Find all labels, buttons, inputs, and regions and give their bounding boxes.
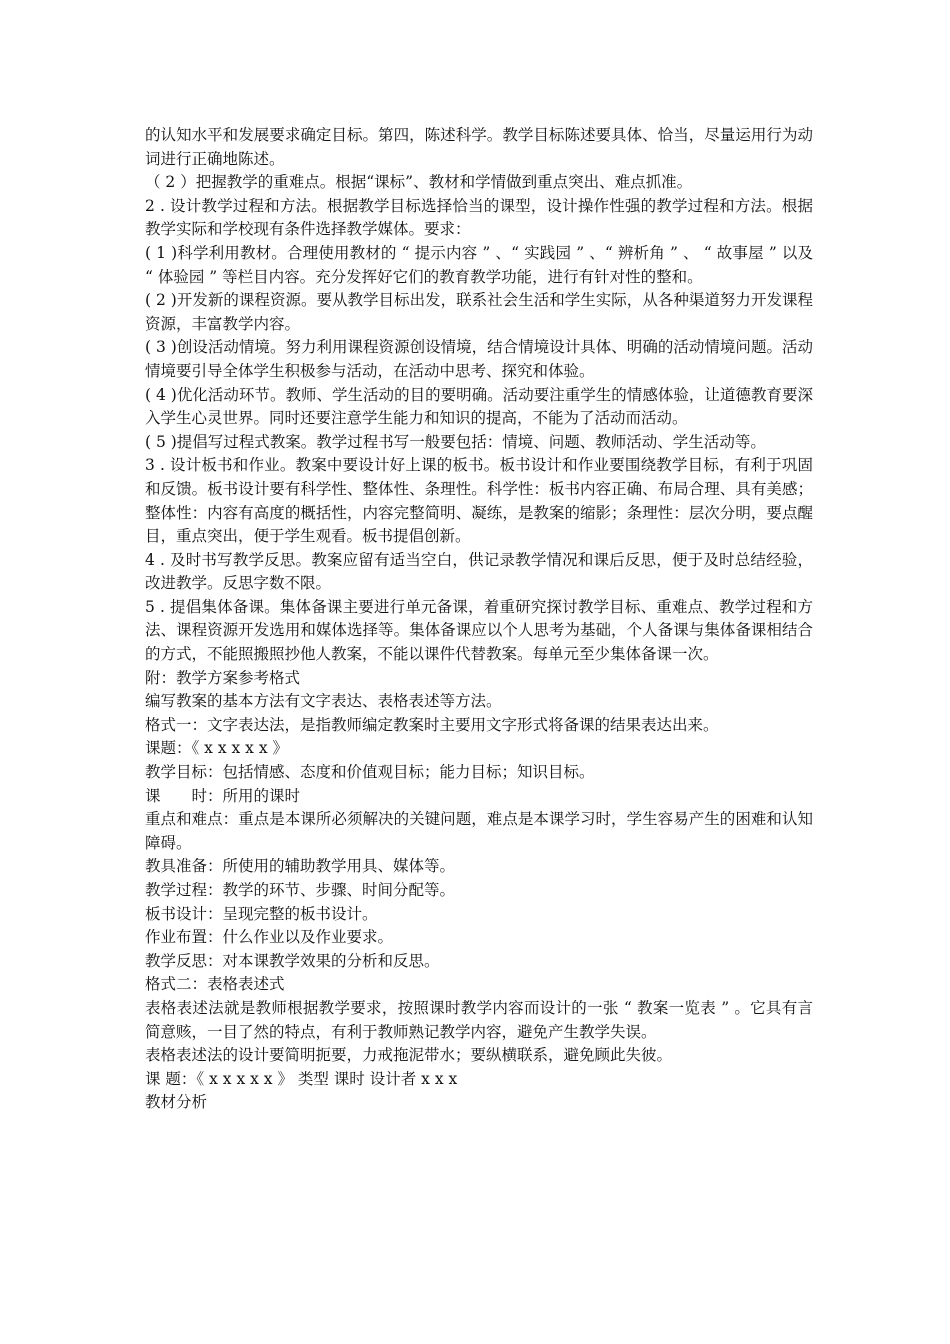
document-body [145,124,813,1115]
paragraph: 教学目标：包括情感、态度和价值观目标；能力目标；知识目标。 [145,763,595,782]
paragraph: ( 5 )提倡写过程式教案。教学过程书写一般要包括：情境、问题、教师活动、学生活动等。 [145,432,766,451]
paragraph: 教学过程：教学的环节、步骤、时间分配等。 [145,881,456,899]
section-heading: 附：教学方案参考格式 [145,668,301,687]
paragraph: （ 2 ）把握教学的重难点。根据“课标”、教材和学情做到重点突出、难点抓准。 [145,173,693,192]
paragraph: 表格表述法的设计要简明扼要，力戒拖泥带水；要纵横联系，避免顾此失彼。 [145,1046,673,1065]
paragraph: 格式一：文字表达法，是指教师编定教案时主要用文字形式将备课的结果表达出来。 [145,715,719,734]
paragraph: ( 1 )科学利用教材。合理使用教材的 “ 提示内容 ” 、“ 实践园 ” 、“ 辨析角 ” 、 “ 故事屋 ” 以及 “ 体验园 ” 等栏目内容。充分发挥好它们的教育教学功能，进行有针对性的整和。 [145,243,813,286]
paragraph: 格式二：表格表述式 [145,975,285,994]
paragraph: 3 . 设计板书和作业。教案中要设计好上课的板书。板书设计和作业要围绕教学目标，有利于巩固和反馈。板书设计要有科学性、整体性、条理性。科学性：板书内容正确、布局合理、具有美感；整体性：内容有高度的概括性，内容完整简明、凝练，是教案的缩影；条理性：层次分明，要点醒目，重点突出，便于学生观看。板书提倡创新。 [145,456,813,546]
paragraph: 2 . 设计教学过程和方法。根据教学目标选择恰当的课型，设计操作性强的教学过程和方法。根据教学实际和学校现有条件选择教学媒体。要求： [145,196,813,239]
paragraph: ( 2 )开发新的课程资源。要从教学目标出发，联系社会生活和学生实际，从各种渠道努力开发课程资源，丰富教学内容。 [145,291,813,333]
paragraph: 课 题：《 x x x x x 》 类型 课时 设计者 x x x [145,1069,458,1088]
paragraph: ( 3 )创设活动情境。努力利用课程资源创设情境，结合情境设计具体、明确的活动情境问题。活动情境要引导全体学生积极参与活动，在活动中思考、探究和体验。 [145,338,813,380]
paragraph: 课 时：所用的课时 [145,786,301,805]
paragraph: 的认知水平和发展要求确定目标。第四，陈述科学。教学目标陈述要具体、恰当，尽量运用行为动词进行正确地陈述。 [145,126,813,168]
paragraph: 教具准备：所使用的辅助教学用具、媒体等。 [145,857,456,876]
paragraph: 表格表述法就是教师根据教学要求，按照课时教学内容而设计的一张 “ 教案一览表 ” 。它具有言简意赅，一目了然的特点，有利于教师熟记教学内容，避免产生教学失误。 [145,998,813,1041]
paragraph: 重点和难点：重点是本课所必须解决的关键问题，难点是本课学习时，学生容易产生的困难和认知障碍。 [145,810,813,852]
paragraph: 5 . 提倡集体备课。集体备课主要进行单元备课，着重研究探讨教学目标、重难点、教学过程和方法、课程资源开发选用和媒体选择等。集体备课应以个人思考为基础，个人备课与集体备课相结合的方式，不能照搬照抄他人教案，不能以课件代替教案。每单元至少集体备课一次。 [145,597,813,664]
paragraph: 教学反思：对本课教学效果的分析和反思。 [145,951,440,970]
paragraph: 4 . 及时书写教学反思。教案应留有适当空白，供记录教学情况和课后反思，便于及时总结经验，改进教学。反思字数不限。 [145,550,813,593]
paragraph: ( 4 )优化活动环节。教师、学生活动的目的要明确。活动要注重学生的情感体验，让道德教育要深入学生心灵世界。同时还要注意学生能力和知识的提高，不能为了活动而活动。 [145,385,813,428]
paragraph: 编写教案的基本方法有文字表达、表格表述等方法。 [145,692,502,711]
paragraph: 课题：《 x x x x x 》 [145,739,289,758]
paragraph: 作业布置：什么作业以及作业要求。 [145,928,394,947]
paragraph: 板书设计：呈现完整的板书设计。 [145,904,378,923]
paragraph: 教材分析 [145,1093,208,1112]
